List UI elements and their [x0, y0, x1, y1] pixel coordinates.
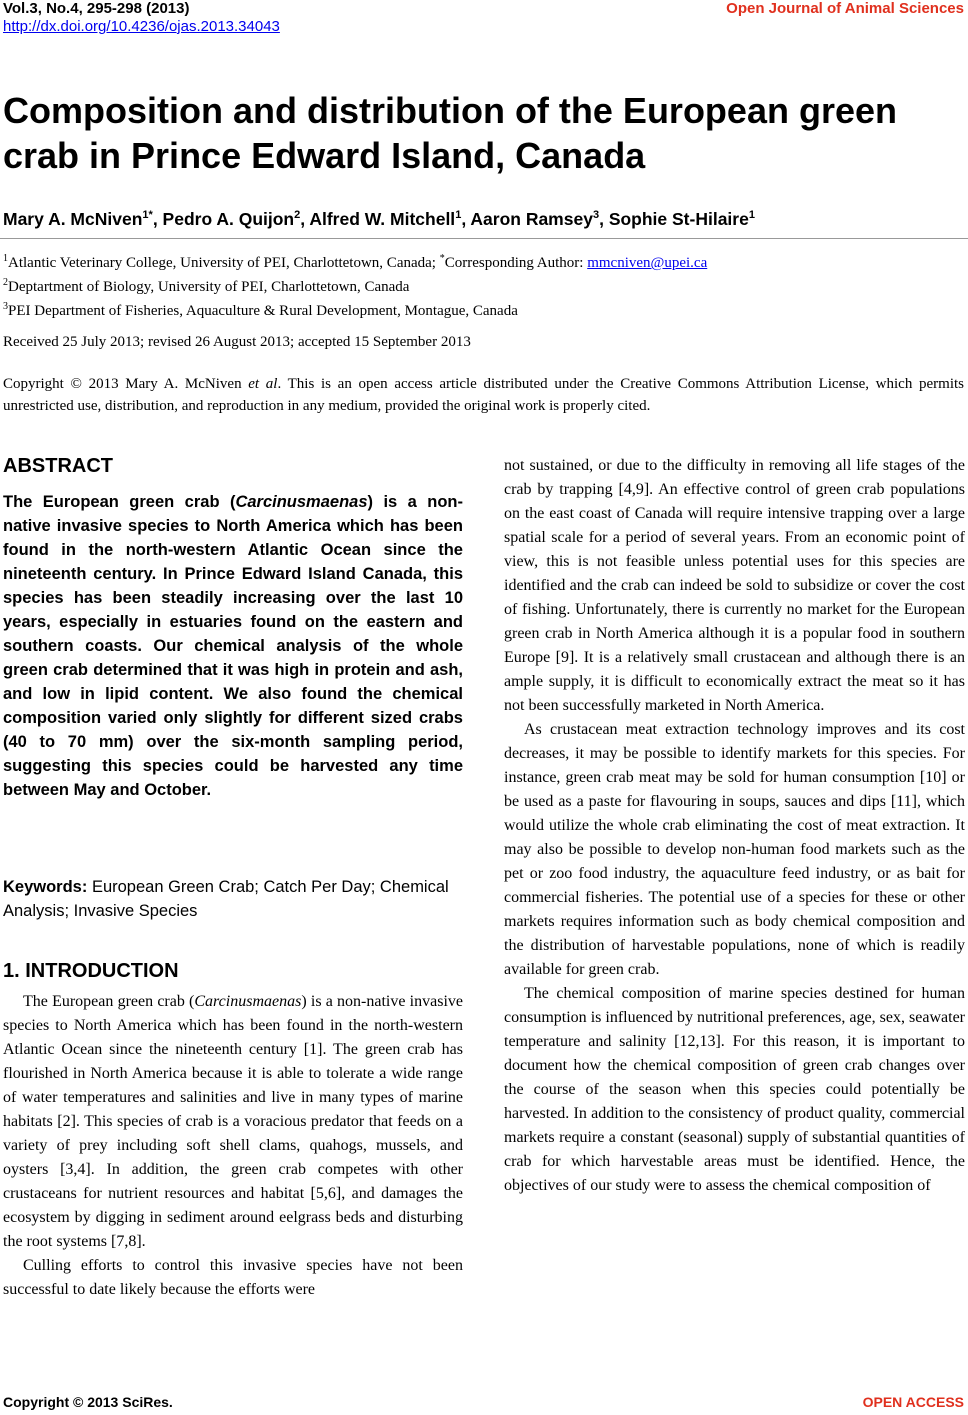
article-title: Composition and distribution of the European green crab in Prince Edward Island, Canada [3, 90, 897, 176]
affiliation-2: $^2$Deptartment of Biology, University of PEI, Charlottetown, Canada [3, 277, 410, 295]
paragraph: not sustained, or due to the difficulty in removing all life stages of the crab by trapping [4,9]. An effective control of green crab populations on the east coast of Canada will require intensive trapping over a large spatial scale for a period of several years. From an economic point of view, this is not feasible unless potential uses for this species are identified and the crab can indeed be sold to subsidize or cover the cost of fishing. Unfortunately, there is currently no market for the European green crab in North America although it is a popular food in southern Europe [9]. It is a relatively small crustacean and although there is an ample supply, it is difficult to economically extract the meat so it has not been successfully marketed in North America. [504, 457, 965, 714]
author-affiliation-mark: 3 [592, 209, 600, 222]
paragraph: The European green crab (Carcinusmaenas) is a non-native invasive species to North America which has been found in the north-western Atlantic Ocean since the nineteenth century [1]. The green crab has flourished in North America because it is able to tolerate a wide range of water temperatures and salinities and live in many types of marine habitats [2]. This species of crab is a voracious predator that feeds on a variety of prey including soft shell clams, quahogs, mussels, and oysters [3,4]. In addition, the green crab competes with other crustaceans for nutrient resources and habitat [5,6], and damages the ecosystem by digging in sediment around eelgrass beds and disturbing the root systems [7,8]. [3, 993, 463, 1250]
introduction-text [3, 990, 463, 1302]
affiliations [3, 249, 963, 321]
corresponding-email-link[interactable]: mmcniven@upei.ca [587, 255, 708, 271]
paragraph: Culling efforts to control this invasive species have not been successful to date likely because the efforts were [3, 1257, 463, 1298]
introduction-continued [504, 454, 965, 1198]
author-affiliation-mark: 2 [294, 209, 301, 222]
introduction-heading: 1. INTRODUCTION [3, 960, 179, 982]
journal-header [3, 0, 280, 36]
author-list: Mary A. McNiven$^{1*}$, Pedro A. Quijon$^2$, Alfred W. Mitchell$^1$, Aaron Ramsey$^3$, Sophie St-Hilaire$^1$ [3, 209, 755, 229]
header-divider [0, 238, 968, 239]
journal-name: Open Journal of Animal Sciences [726, 0, 964, 17]
abstract-text: The European green crab (Carcinusmaenas) is a non-native invasive species to North America which has been found in the north-western Atlantic Ocean since the nineteenth century. In Prince Edward Island Canada, this species has been steadily increasing over the last 10 years, especially in estuaries found on the eastern and southern coasts. Our chemical analysis of the whole green crab determined that it was high in protein and ash, and low in lipid content. We also found the chemical composition varied only slightly for different sized crabs (40 to 70 mm) over the six-month sampling period, suggesting this species could be harvested any time between May and October. [3, 493, 463, 799]
author-affiliation-mark: 1* [142, 209, 153, 222]
affiliation-1: $^1$Atlantic Veterinary College, University of PEI, Charlottetown, Canada; *Corresponding Author: mmcniven@upei.ca [3, 253, 708, 271]
copyright-notice: Copyright © 2013 Mary A. McNiven et al. This is an open access article distributed under the Creative Commons Attribution License, which permits unrestricted use, distribution, and reproduction in any medium, provided the original work is properly cited. [3, 376, 965, 414]
keywords [3, 875, 463, 923]
footer-open-access: OPEN ACCESS [862, 1394, 964, 1410]
author-name: Aaron Ramsey [470, 209, 593, 229]
volume-info: Vol.3, No.4, 295-298 (2013) [3, 0, 190, 17]
author-name: Sophie St-Hilaire [608, 209, 749, 229]
abstract-heading: ABSTRACT [3, 455, 113, 477]
doi-link[interactable]: http://dx.doi.org/10.4236/ojas.2013.34043 [3, 18, 280, 35]
footer-copyright: Copyright © 2013 SciRes. [3, 1394, 173, 1410]
author-name: Mary A. McNiven [3, 209, 143, 229]
author-affiliation-mark: 1 [748, 209, 755, 222]
paragraph: The chemical composition of marine species destined for human consumption is influenced by nutritional preferences, age, sex, seawater temperature and salinity [12,13]. For this reason, it is important to document how the chemical composition of green crab changes over the course of the season when this species could potentially be harvested. In addition to the consistency of product quality, commercial markets require a constant (seasonal) supply of substantial quantities of crab for which harvestable areas must be identified. Hence, the objectives of our study were to assess the chemical composition of [504, 985, 965, 1194]
author-name: Alfred W. Mitchell [309, 209, 456, 229]
keywords-label: Keywords: [3, 878, 88, 896]
author-affiliation-mark: 1 [455, 209, 462, 222]
paragraph: As crustacean meat extraction technology improves and its cost decreases, it may be possible to identify markets for this species. For instance, green crab meat may be sold for human consumption [10] or be used as a paste for flavouring in soups, sauces and dips [11], which would utilize the whole crab eliminating the cost of meat extraction. It may also be possible to develop non-human food markets such as the pet or zoo food industry, the aquaculture feed industry, or as bait for commercial fisheries. The potential use of a species for these or other markets requires information such as body chemical composition and the distribution of harvestable populations, none of which is readily available for green crab. [504, 721, 965, 978]
received-dates: Received 25 July 2013; revised 26 August 2013; accepted 15 September 2013 [3, 334, 471, 350]
keywords-text: European Green Crab; Catch Per Day; Chemical Analysis; Invasive Species [3, 878, 449, 920]
affiliation-3: $^3$PEI Department of Fisheries, Aquaculture & Rural Development, Montague, Canada [3, 301, 518, 319]
author-name: Pedro A. Quijon [162, 209, 295, 229]
